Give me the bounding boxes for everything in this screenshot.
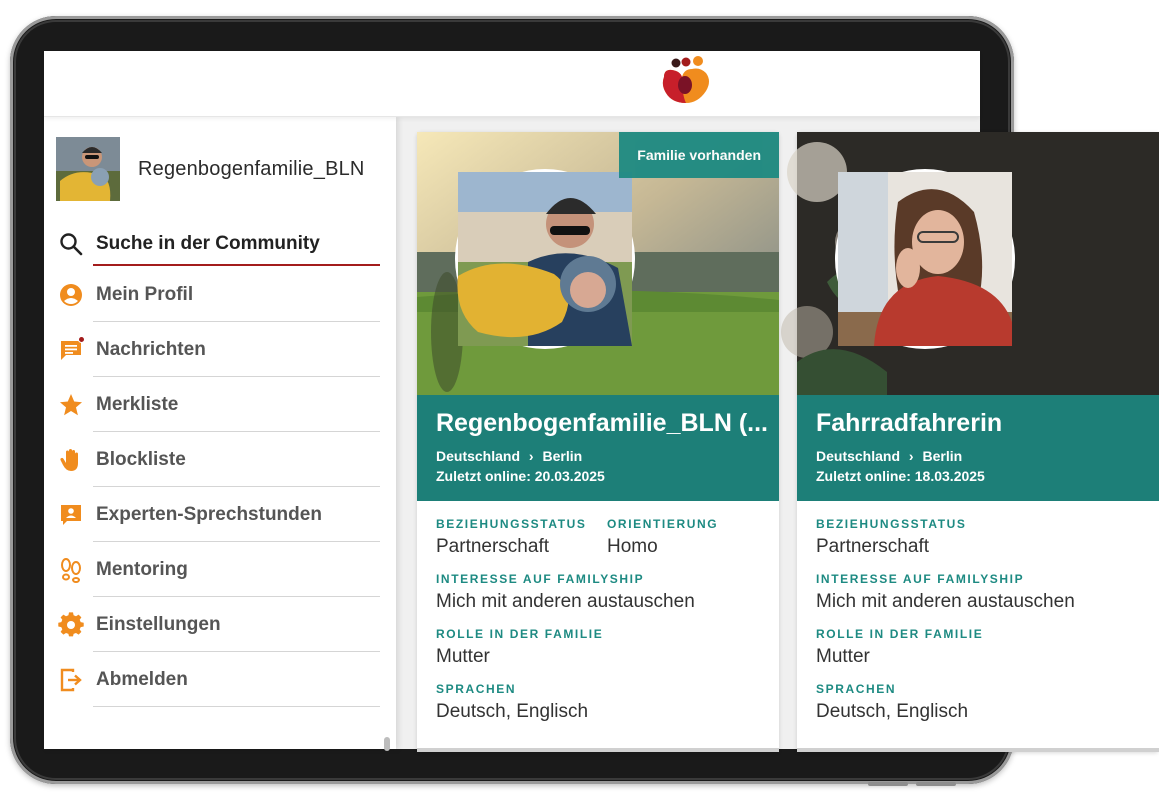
card-city: Berlin xyxy=(922,448,963,464)
sidebar-item-blockliste[interactable] xyxy=(56,432,380,487)
location-separator: › xyxy=(528,448,534,464)
card-last-online: Zuletzt online: 20.03.2025 xyxy=(436,468,605,484)
field-value: Partnerschaft xyxy=(816,536,929,557)
field-label: SPRACHEN xyxy=(816,682,897,696)
sidebar-item-label: Merkliste xyxy=(96,393,179,415)
sidebar-item-label: Mentoring xyxy=(96,558,188,580)
hand-icon xyxy=(58,447,84,473)
sidebar-item-label: Abmelden xyxy=(96,668,188,690)
user-profile-row[interactable] xyxy=(56,137,365,201)
scrollbar[interactable] xyxy=(384,737,390,751)
status-badge: Familie vorhanden xyxy=(619,132,779,178)
field-value: Deutsch, Englisch xyxy=(436,701,589,722)
logout-icon xyxy=(58,667,84,693)
location-separator: › xyxy=(908,448,914,464)
sidebar-item-label: Nachrichten xyxy=(96,338,206,360)
role-field xyxy=(436,627,766,682)
username: Regenbogenfamilie_BLN xyxy=(138,157,365,180)
card-bottom-edge xyxy=(417,748,779,752)
divider xyxy=(93,706,380,707)
sidebar xyxy=(44,117,396,749)
card-title-band xyxy=(797,395,1159,501)
familyship-logo[interactable] xyxy=(658,55,714,107)
field-value: Deutsch, Englisch xyxy=(816,701,969,722)
sidebar-item-merkliste[interactable] xyxy=(56,377,380,432)
sidebar-item-mein-profil[interactable] xyxy=(56,267,380,322)
hardware-button-2 xyxy=(916,782,956,786)
field-value: Partnerschaft xyxy=(436,536,549,557)
search-icon xyxy=(58,231,84,257)
community-results xyxy=(396,117,1075,749)
card-details xyxy=(436,517,766,737)
card-title-band xyxy=(417,395,779,501)
sidebar-item-experten-sprechstunden[interactable] xyxy=(56,487,380,542)
avatar xyxy=(56,137,120,201)
expert-icon xyxy=(58,502,84,528)
search-label: Suche in der Community xyxy=(96,233,320,254)
card-country: Deutschland xyxy=(816,448,901,464)
search-community-link[interactable] xyxy=(56,221,380,267)
sidebar-item-einstellungen[interactable] xyxy=(56,597,380,652)
field-label: BEZIEHUNGSSTATUS xyxy=(816,517,967,531)
field-label: ROLLE IN DER FAMILIE xyxy=(816,627,984,641)
field-value: Mich mit anderen austauschen xyxy=(816,591,1075,612)
card-country: Deutschland xyxy=(436,448,521,464)
app-screen xyxy=(44,51,1075,749)
interest-field xyxy=(436,572,766,627)
sidebar-item-nachrichten[interactable] xyxy=(56,322,380,377)
field-label: BEZIEHUNGSSTATUS xyxy=(436,517,587,531)
languages-field xyxy=(436,682,766,737)
profile-card[interactable] xyxy=(417,132,779,752)
footprints-icon xyxy=(58,557,84,583)
sidebar-item-label: Blockliste xyxy=(96,448,186,470)
field-label: INTERESSE AUF FAMILYSHIP xyxy=(436,572,645,586)
active-underline xyxy=(93,264,380,266)
top-bar xyxy=(44,51,980,117)
profile-photo xyxy=(455,169,635,349)
profile-icon xyxy=(58,282,84,308)
notification-dot xyxy=(78,336,85,343)
relationship-orientation-row xyxy=(436,517,766,572)
card-username[interactable]: Fahrradfahrerin xyxy=(816,409,1003,437)
gear-icon xyxy=(58,612,84,638)
field-label: ROLLE IN DER FAMILIE xyxy=(436,627,604,641)
card-username[interactable]: Regenbogenfamilie_BLN (... xyxy=(436,409,768,437)
field-label: ORIENTIERUNG xyxy=(607,517,719,531)
card-details xyxy=(816,517,1146,737)
card-bottom-edge xyxy=(797,748,1159,752)
field-value: Mutter xyxy=(436,646,490,667)
profile-card[interactable] xyxy=(797,132,1159,752)
sidebar-item-mentoring[interactable] xyxy=(56,542,380,597)
role-field xyxy=(816,627,1146,682)
profile-photo xyxy=(835,169,1015,349)
card-city: Berlin xyxy=(542,448,583,464)
field-value: Homo xyxy=(607,536,658,557)
field-label: SPRACHEN xyxy=(436,682,517,696)
sidebar-item-abmelden[interactable] xyxy=(56,652,380,707)
card-last-online: Zuletzt online: 18.03.2025 xyxy=(816,468,985,484)
relationship-field xyxy=(816,517,1146,572)
sidebar-item-label: Mein Profil xyxy=(96,283,194,305)
field-label: INTERESSE AUF FAMILYSHIP xyxy=(816,572,1025,586)
card-location xyxy=(436,448,582,464)
star-icon xyxy=(58,392,84,418)
sidebar-menu xyxy=(56,267,380,707)
field-value: Mutter xyxy=(816,646,870,667)
interest-field xyxy=(816,572,1146,627)
hardware-button xyxy=(868,782,908,786)
sidebar-item-label: Einstellungen xyxy=(96,613,221,635)
sidebar-item-label: Experten-Sprechstunden xyxy=(96,503,322,525)
languages-field xyxy=(816,682,1146,737)
field-value: Mich mit anderen austauschen xyxy=(436,591,695,612)
card-location xyxy=(816,448,962,464)
